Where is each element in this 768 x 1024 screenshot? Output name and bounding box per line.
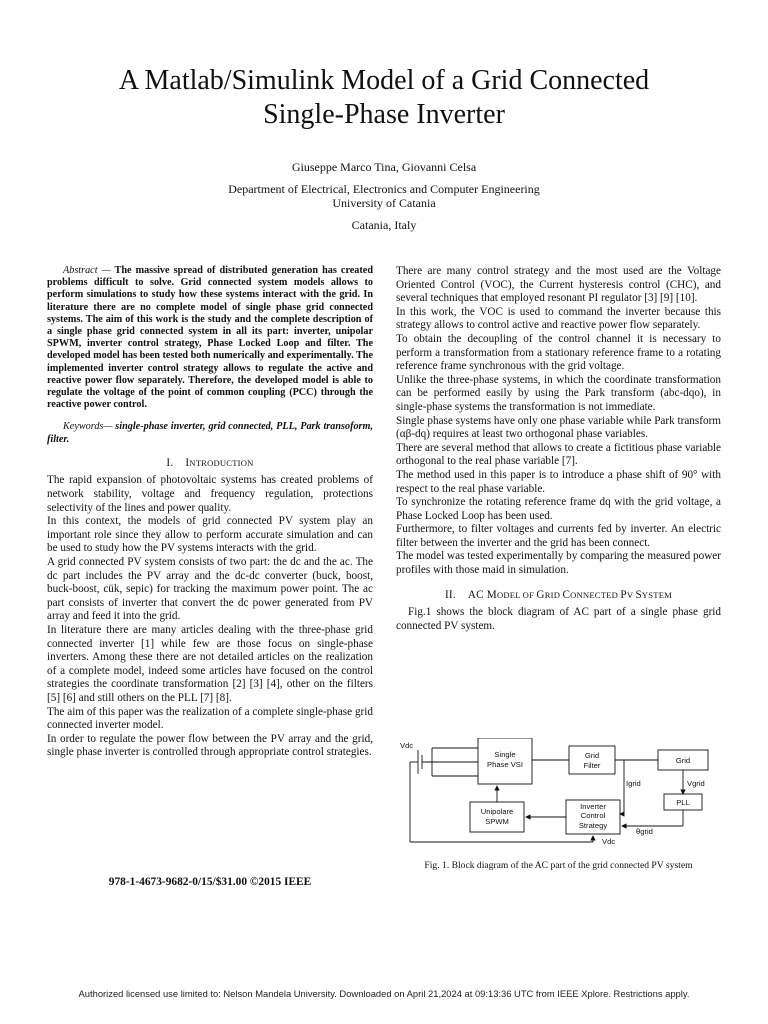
body-paragraph: There are many control strategy and the most used are the Voltage Oriented Control (VOC), the Current hysteresis control (CHC), and several techniques that employed resonant PI regulator [3] [9] [10]. bbox=[396, 265, 721, 305]
keywords-body: single-phase inverter, grid connected, PLL, Park transoform, filter. bbox=[47, 421, 373, 445]
label-control: Strategy bbox=[578, 821, 608, 830]
body-paragraph: Unlike the three-phase systems, in which the coordinate transformation can be performed easily by using the Park transform (abc-dqo), in single-phase systems the transformation is not immediate. bbox=[396, 373, 721, 413]
intro-paragraph: In order to regulate the power flow between the PV array and the grid, single phase inverter is controlled through appropriate control strategies. bbox=[47, 732, 373, 759]
label-vgrid: Vgrid bbox=[687, 779, 705, 788]
label-vdc-left: Vdc bbox=[400, 741, 414, 750]
figure-caption: Fig. 1. Block diagram of the AC part of the grid connected PV system bbox=[424, 860, 693, 871]
body-paragraph: To obtain the decoupling of the control channel it is necessary to perform a transformation from a stationary reference frame to a rotating reference frame synchronous with the grid voltage. bbox=[396, 332, 721, 373]
abstract bbox=[47, 265, 373, 411]
section-number: II. bbox=[444, 588, 456, 601]
title-line-2: Single-Phase Inverter bbox=[263, 99, 505, 130]
intro-paragraph: The aim of this paper was the realization of a complete single-phase grid connected inverter model. bbox=[47, 705, 373, 732]
section-title-part: ONNECTED bbox=[570, 589, 621, 600]
section-title-part: V bbox=[626, 589, 636, 600]
keywords-lead: Keywords— bbox=[63, 421, 113, 433]
intro-paragraph: In literature there are many articles dealing with the three-phase grid connected inverter [1] while few are those focus on single-phase inverters. Among these there are not detailed articles on the realization of a complete model, indeed some articles have focused on the control strategies the coordinate transformation [2] [3] [4], other on the filters [5] [6] and still others on the PLL [7] [8]. bbox=[47, 623, 373, 704]
label-control: Control bbox=[580, 811, 606, 820]
label-igrid: Igrid bbox=[626, 779, 641, 788]
body-paragraph: Furthermore, to filter voltages and currents fed by inverter. An electric filter between the inverter and the grid has been connect. bbox=[396, 523, 721, 549]
abstract-lead: Abstract — bbox=[63, 265, 111, 276]
label-pll: PLL bbox=[676, 798, 690, 807]
label-spwm: Unipolare bbox=[480, 807, 514, 816]
keywords bbox=[47, 421, 373, 445]
paper-title bbox=[40, 64, 728, 132]
label-grid: Grid bbox=[675, 756, 691, 765]
affiliation-department: Department of Electrical, Electronics and Computer Engineering bbox=[228, 182, 540, 196]
section-heading-ac-model bbox=[396, 589, 721, 603]
block-diagram bbox=[396, 738, 726, 848]
label-spwm: SPWM bbox=[485, 817, 509, 826]
section-title-part: C bbox=[562, 588, 571, 601]
body-paragraph: In this work, the VOC is used to command the inverter because this strategy allows to control active and reactive power flow separately. bbox=[396, 305, 721, 332]
section-title-part: RID bbox=[544, 589, 563, 600]
title-line-1: A Matlab/Simulink Model of a Grid Connected bbox=[118, 65, 650, 96]
label-vsi: Single bbox=[494, 750, 516, 759]
section-title-part: YSTEM bbox=[641, 589, 673, 600]
label-filter: Filter bbox=[583, 761, 601, 770]
body-paragraph: There are several method that allows to create a fictitious phase variable orthogonal to the real phase variable [7]. bbox=[396, 441, 721, 468]
label-theta: θgrid bbox=[636, 827, 653, 836]
left-column bbox=[47, 265, 373, 760]
section-title-part: AC M bbox=[467, 588, 497, 601]
ieee-copyright-line: 978-1-4673-9682-0/15/$31.00 ©2015 IEEE bbox=[108, 876, 312, 888]
intro-paragraph: A grid connected PV system consists of two part: the dc and the ac. The dc part includes the PV array and the dc-dc converter (buck, boost, buck-boost, cük, sepic) for tracking the maximum power point. The ac part consists of inverter that convert the dc power generated from PV array and feed it into the grid. bbox=[47, 556, 373, 623]
author-list: Giuseppe Marco Tina, Giovanni Celsa bbox=[291, 160, 477, 174]
right-column bbox=[396, 265, 721, 633]
label-vsi: Phase VSI bbox=[487, 760, 523, 769]
affiliation-university: University of Catania bbox=[332, 196, 436, 210]
section-title-initial: I bbox=[185, 456, 190, 469]
section-title-rest: NTRODUCTION bbox=[189, 457, 254, 468]
section-title-part: ODEL OF bbox=[496, 589, 537, 600]
body-paragraph: The method used in this paper is to introduce a phase shift of 90° with respect to the real phase variable. bbox=[396, 468, 721, 495]
section-title-part: P bbox=[620, 588, 627, 601]
figure-1 bbox=[396, 738, 726, 848]
label-control: Inverter bbox=[580, 802, 606, 811]
section-heading-introduction bbox=[47, 457, 373, 471]
section-number: I. bbox=[166, 456, 174, 469]
body-paragraph: To synchronize the rotating reference frame dq with the grid voltage, a Phase Locked Loop has been used. bbox=[396, 496, 721, 522]
body-paragraph: The model was tested experimentally by comparing the measured power profiles with those maid in simulation. bbox=[396, 550, 721, 577]
section2-paragraph: Fig.1 shows the block diagram of AC part of a single phase grid connected PV system. bbox=[396, 606, 721, 632]
abstract-body: The massive spread of distributed generation has created problems difficult to solve. Grid connected system models allows to perform simulations to study how these systems interact with the grid. In literature there are no complete model of single phase grid connected systems. The aim of this work is the study and the complete description of a single phase grid connected system in all its part: inverter, unipolar SPWM, inverter control strategy, Phase Locked Loop and filter. The developed model has been tested both numerically and experimentally. The implemented inverter control strategy allows to regulate the active and reactive power flow separately. Therefore, the developed model is able to regulate the voltage of the point of common coupling (PCC) through the reactive power control. bbox=[47, 265, 373, 411]
license-footer: Authorized licensed use limited to: Nelson Mandela University. Downloaded on April 21,2024 at 09:13:36 UTC from IEEE Xplore. Restrictions apply. bbox=[78, 988, 690, 999]
affiliation-location: Catania, Italy bbox=[351, 218, 417, 232]
label-vdc-bottom: Vdc bbox=[602, 837, 616, 846]
section-title-part: G bbox=[536, 588, 545, 601]
intro-paragraph: The rapid expansion of photovoltaic systems has created problems of network stability, voltage and frequency regulation, protections selectivity of the lines and power quality. bbox=[47, 474, 373, 514]
label-filter: Grid bbox=[584, 751, 600, 760]
section-title-part: S bbox=[635, 588, 642, 601]
intro-paragraph: In this context, the models of grid connected PV system play an important role since they allow to perform accurate simulation and can be used to study how the PV systems interacts with the grid. bbox=[47, 515, 373, 555]
body-paragraph: Single phase systems have only one phase variable while Park transform (αβ-dq) requires at least two orthogonal phase variables. bbox=[396, 414, 721, 441]
affiliation bbox=[40, 182, 728, 210]
